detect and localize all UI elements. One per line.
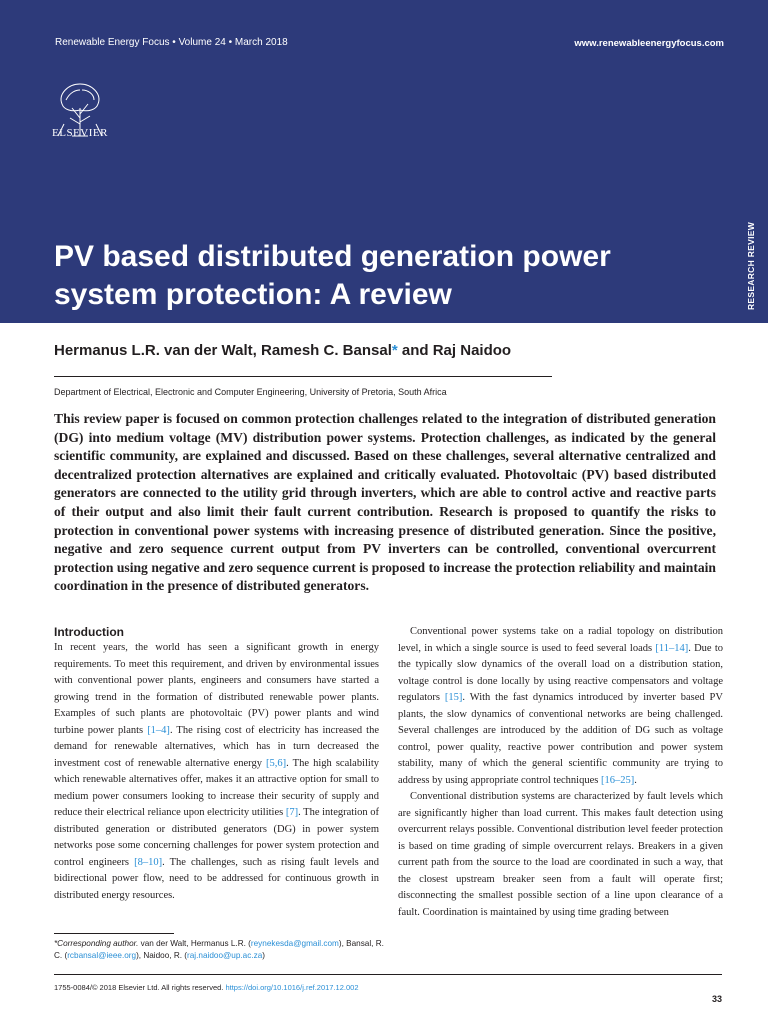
publisher-logo-text: ELSEVIER <box>52 127 108 139</box>
text-run: van der Walt, Hermanus L.R. ( <box>138 939 251 948</box>
footer-divider <box>54 974 722 975</box>
text-run: . With the fast dynamics introduced by inverter based PV plants, the slow dynamics of conventional networks are being challenged. Several challenges are introduced by the addition of DG such as voltage control, power quality, reactive power contribution and power system stability, many of which the general scientific community are trying to address by using appropriate control techniques <box>398 692 723 786</box>
corresponding-author-footnote <box>54 938 384 962</box>
text-run: In recent years, the world has seen a significant growth in energy requirements. To meet this requirement, and driven by environmental issues with conventional power plants, engineers and consumers have started a growing trend in the formation of distributed renewable power plants. Examples of such plants are photovoltaic (PV) power plants and wind turbine power plants <box>54 642 379 736</box>
body-paragraph: Conventional distribution systems are characterized by fault levels which are significantly higher than load current. This makes fault detection using overcurrent relays possible. Conventional distribution level feeder protection is based on time grading of simple overcurrent relays. Breakers in a given current path from the source to the load are coordinated in such a way, that the closest upstream breaker seen from a fault will operate first; disconnecting the smallest possible section of a line upon clearance of a fault. Coordination is maintained by using time grading between <box>398 791 723 918</box>
copyright-text: 1755-0084/© 2018 Elsevier Ltd. All rights reserved. <box>54 983 226 992</box>
email-link[interactable]: raj.naidoo@up.ac.za <box>187 951 263 960</box>
footnote-divider <box>54 933 174 934</box>
copyright-line <box>54 983 358 992</box>
citation-link[interactable]: [15] <box>444 692 463 703</box>
article-title: PV based distributed generation power system protection: A review <box>54 240 611 311</box>
text-run: . <box>634 774 637 786</box>
email-link[interactable]: reynekesda@gmail.com <box>250 939 339 948</box>
citation-link[interactable]: [5,6] <box>266 757 287 769</box>
text-run: ), Bansal, R. C. ( <box>54 939 384 960</box>
text-run: ) <box>262 951 265 960</box>
text-run: . The high scalability which renewable alternatives offer, makes it an attractive option for small to medium power consumers looking to increase their security of supply and reduce their electrical reliance upon electricity utilities <box>54 757 379 818</box>
section-tab-label: RESEARCH REVIEW <box>746 221 756 311</box>
citation-link[interactable]: [8–10] <box>134 856 163 868</box>
citation-link[interactable]: [11–14] <box>655 642 689 654</box>
text-run: ), Naidoo, R. ( <box>136 951 188 960</box>
author-names-end: and Raj Naidoo <box>397 342 512 359</box>
text-run: Conventional power systems take on a radial topology on distribution level, in which a single source is used to feed several loads <box>398 626 723 654</box>
right-column <box>398 624 723 921</box>
journal-website-link[interactable]: www.renewableenergyfocus.com <box>574 38 724 49</box>
author-names: Hermanus L.R. van der Walt, Ramesh C. Bansal <box>54 342 392 359</box>
page-number: 33 <box>711 994 722 1004</box>
affiliation: Department of Electrical, Electronic and Computer Engineering, University of Pretoria, South Africa <box>54 387 447 397</box>
abstract: This review paper is focused on common protection challenges related to the integration of distributed generation (DG) into medium voltage (MV) distribution power systems. Protection challenges, as indicated by the general scientific community, are explained and discussed. Based on these challenges, several alternative centralized and decentralized protection alternatives are explained and critically evaluated. Photovoltaic (PV) based distributed generators are connected to the utility grid through inverters, which are able to control active and reactive parts of their output and also limit their fault current contribution. Research is proposed to quantify the risks to protection in conventional power systems with increasing presence of distributed generation. Since the positive, negative and zero sequence current output from PV inverters can be controlled, conventional overcurrent protection using negative and zero sequence current is proposed to increase the protection reliability and maintain coordination in the presence of distributed generators. <box>54 411 716 594</box>
section-heading-introduction: Introduction <box>54 625 124 639</box>
author-divider <box>54 376 552 377</box>
footnote-label: *Corresponding author. <box>54 939 139 948</box>
corresponding-author-marker[interactable]: * <box>391 342 398 359</box>
text-run: . The integration of distributed generation or distributed generators (DG) in power system networks pose some concerning challenges for power system protection and control engineers <box>54 807 379 868</box>
journal-info: Renewable Energy Focus • Volume 24 • March 2018 <box>55 37 288 48</box>
left-column <box>54 624 379 904</box>
author-list <box>54 342 511 359</box>
text-run: . Due to the typically slow dynamics of the overall load on a distribution station, voltage control is done locally by using reactive compensators and voltage regulators <box>398 642 723 703</box>
body-paragraph <box>398 624 723 789</box>
email-link[interactable]: rcbansal@ieee.org <box>67 951 137 960</box>
citation-link[interactable]: [1–4] <box>147 724 170 736</box>
citation-link[interactable]: [7] <box>285 807 299 818</box>
doi-link[interactable]: https://doi.org/10.1016/j.ref.2017.12.002 <box>225 983 359 992</box>
text-run: . The rising cost of electricity has increased the demand for renewable alternatives, which has in turn decreased the investment cost of renewable alternative energy <box>54 724 380 769</box>
citation-link[interactable]: [16–25] <box>600 774 635 786</box>
text-run: . The challenges, such as rising fault levels and bidirectional power flow, need to be addressed for continuous growth in distributed energy resources. <box>54 856 379 901</box>
intro-paragraph <box>54 640 379 904</box>
